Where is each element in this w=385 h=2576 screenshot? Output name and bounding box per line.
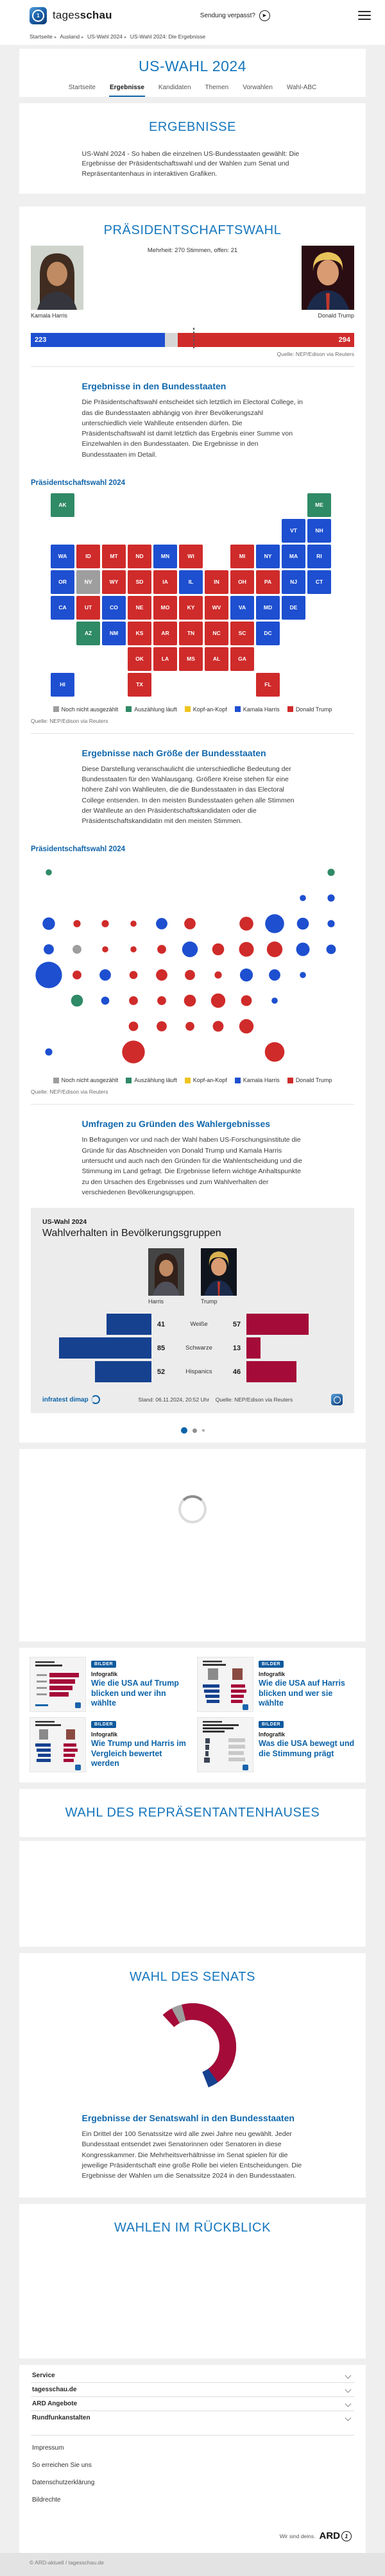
state-bubble-AZ[interactable] (71, 995, 83, 1007)
stand-note: Stand: 06.11.2024, 20:52 Uhr (138, 1396, 210, 1403)
state-bubble-GA[interactable] (239, 1019, 253, 1033)
state-tile-OH[interactable]: OH (230, 570, 254, 594)
trump-bar (246, 1314, 309, 1335)
trump-value: 13 (232, 1344, 241, 1352)
bubble-chart-title: Präsidentschaftswahl 2024 (31, 845, 126, 854)
senate-states-heading: Ergebnisse der Senatswahl in den Bundesstaaten (81, 2113, 295, 2124)
harris-photo-small (148, 1248, 184, 1296)
demographics-kicker: US-Wahl 2024 (42, 1218, 87, 1226)
harris-head (148, 1248, 184, 1305)
state-tile-RI[interactable]: RI (307, 545, 331, 568)
footer-accordion-ard-angebote[interactable]: ARD Angebote (31, 2396, 354, 2411)
carousel-dot[interactable] (193, 1428, 197, 1433)
state-bubble-ID[interactable] (73, 920, 80, 928)
teaser-thumbnail-chart (198, 1718, 253, 1772)
state-bubble-NY[interactable] (265, 915, 284, 934)
chart-row-schwarze (42, 1336, 343, 1360)
state-bubble-SD[interactable] (130, 947, 137, 953)
open-votes-bar (165, 333, 178, 347)
state-tile-MA[interactable]: MA (282, 545, 305, 568)
state-tile-DE[interactable]: DE (282, 596, 305, 620)
senate-states-text: Ein Drittel der 100 Senatssitze wird alle zwei Jahre neu gewählt. Jeder Bundesstaat entsendet zwei Senatorinnen oder Senatoren in diese Kongresskammer. Die Mehrheitsverhältnisse im Senat spielen für die jeweilige Präsidentschaft eine große Rolle bei vielen Entscheidungen. Die Ergebnisse der Wahlen um die Senatssitze 2024 in den Bundesstaaten. (81, 2130, 302, 2180)
trump-label: Trump (201, 1298, 218, 1305)
state-bubble-NE[interactable] (130, 971, 138, 979)
state-tile-CT[interactable]: CT (307, 570, 331, 594)
teaser-title[interactable]: Wie die USA auf Trump blicken und wer ihn wählte (91, 1679, 179, 1708)
legend-item: Donald Trump (287, 706, 332, 713)
breadcrumb-startseite[interactable]: Startseite (30, 33, 53, 40)
map-chart-title: Präsidentschaftswahl 2024 (31, 479, 126, 487)
us-states-map (51, 493, 334, 700)
teaser-trump-profile[interactable] (30, 1657, 188, 1712)
state-bubble-MD[interactable] (269, 970, 280, 981)
ard-branding (31, 2530, 354, 2541)
state-tile-MS[interactable]: MS (179, 647, 203, 671)
trump-head (201, 1248, 237, 1305)
state-tile-MI[interactable]: MI (230, 545, 254, 568)
legend-swatch-open (53, 706, 59, 712)
footer-accordion-service[interactable]: Service (31, 2369, 354, 2382)
map-legend (19, 701, 366, 714)
state-tile-MO[interactable]: MO (153, 596, 177, 620)
play-icon[interactable]: ▶ (259, 10, 270, 21)
harris-name: Kamala Harris (31, 312, 68, 319)
state-bubble-AR[interactable] (157, 997, 166, 1006)
harris-label: Harris (148, 1298, 164, 1305)
teaser-thumbnail (30, 1717, 86, 1772)
teaser-harris-profile[interactable] (197, 1657, 355, 1712)
footer-link-bildrechte[interactable]: Bildrechte (32, 2496, 61, 2504)
demographics-chart (42, 1312, 343, 1384)
results-intro-card (19, 103, 366, 194)
chevron-down-icon (345, 2401, 352, 2407)
size-text: Diese Darstellung veranschaulicht die unterschiedliche Bedeutung der Bundesstaaten für den Wahlausgang. Größere Kreise stehen für eine höhere Zahl von Wahlleuten, die die Bundesstaaten in das Electoral College entsenden. In den meisten Bundesstaaten gehen alle Stimmen der Wahlleute an den Präsidentschaftskandidaten oder die Präsidentschaftskandidatin mit den meisten Stimmen. (81, 765, 295, 826)
harris-photo (31, 246, 83, 310)
state-tile-MN[interactable]: MN (153, 545, 177, 568)
legend-item: Noch nicht ausgezählt (53, 1077, 119, 1083)
legend-item: Kamala Harris (235, 706, 280, 713)
state-tile-UT[interactable]: UT (76, 596, 100, 620)
review-content-placeholder (19, 2282, 366, 2359)
carousel-dot-active[interactable] (181, 1427, 187, 1434)
state-tile-NY[interactable]: NY (256, 545, 280, 568)
state-bubble-CT[interactable] (327, 945, 336, 954)
president-card (19, 207, 366, 1443)
footer-link-impressum[interactable]: Impressum (32, 2445, 64, 2452)
state-bubble-NJ[interactable] (296, 943, 310, 956)
harris-bar (107, 1314, 151, 1335)
majority-note: Mehrheit: 270 Stimmen, offen: 21 (147, 247, 238, 255)
footer-accordion-tagesschau[interactable]: tagesschau.de (31, 2382, 354, 2396)
legend-item: Kamala Harris (235, 1077, 280, 1083)
state-bubble-IN[interactable] (212, 944, 225, 956)
menu-icon[interactable] (358, 11, 371, 20)
legend-swatch-trump (287, 706, 293, 712)
house-content-placeholder (19, 1841, 366, 1947)
demographics-candidates (42, 1248, 343, 1305)
state-tile-NM[interactable]: NM (102, 622, 126, 645)
state-bubble-NM[interactable] (101, 997, 110, 1005)
chart-row-weisse (42, 1312, 343, 1336)
polls-section-intro (82, 1105, 304, 1198)
state-bubble-CA[interactable] (35, 962, 62, 988)
source-note: Quelle: NEP/Edison via Reuters (31, 1089, 108, 1096)
legend-swatch-tossup (185, 1078, 191, 1083)
state-tile-MT[interactable]: MT (102, 545, 126, 568)
state-tile-OR[interactable]: OR (51, 570, 74, 594)
teaser-thumbnail-chart (30, 1657, 85, 1711)
state-bubble-MN[interactable] (156, 919, 167, 930)
bilder-badge: BILDER (259, 1721, 284, 1728)
teaser-thumbnail-chart (30, 1718, 85, 1772)
ard-claim: Wir sind deins. (279, 2532, 316, 2539)
polls-heading: Umfragen zu Gründen des Wahlergebnisses (81, 1119, 271, 1130)
state-bubble-WA[interactable] (42, 918, 55, 930)
harris-bar (59, 1337, 152, 1359)
trump-photo-small (201, 1248, 237, 1296)
tab-themen[interactable]: Themen (205, 84, 229, 91)
state-tile-FL[interactable]: FL (256, 673, 280, 697)
senate-states-intro (82, 2099, 304, 2181)
bilder-badge: BILDER (259, 1661, 284, 1668)
state-bubble-FL[interactable] (265, 1042, 285, 1062)
page-title: US-WAHL 2024 (139, 58, 246, 74)
state-bubble-AL[interactable] (213, 1021, 224, 1032)
teaser-title[interactable]: Was die USA bewegt und die Stimmung prägt (259, 1739, 355, 1758)
category-label: Schwarze (185, 1344, 212, 1352)
state-bubble-ME[interactable] (327, 869, 334, 876)
review-heading: WAHLEN IM RÜCKBLICK (114, 2221, 271, 2235)
footer-link-datenschutz[interactable]: Datenschutzerklärung (32, 2479, 95, 2487)
sendung-verpasst-label: Sendung verpasst? (200, 12, 255, 19)
state-bubble-MT[interactable] (101, 920, 108, 928)
state-tile-SC[interactable]: SC (230, 622, 254, 645)
state-tile-IL[interactable]: IL (179, 570, 203, 594)
footer-accordion-rundfunkanstalten[interactable]: Rundfunkanstalten (31, 2411, 354, 2425)
state-tile-CA[interactable]: CA (51, 596, 74, 620)
states-section-intro (82, 367, 304, 460)
harris-bar (95, 1361, 151, 1382)
tab-ergebnisse[interactable]: Ergebnisse (109, 81, 145, 97)
category-label: Weiße (190, 1321, 208, 1328)
state-bubble-SC[interactable] (241, 996, 252, 1006)
footer-links (31, 2435, 354, 2509)
state-bubble-CO[interactable] (99, 970, 111, 981)
bubble-legend (19, 1072, 366, 1085)
trump-bar (246, 1337, 261, 1359)
legend-swatch-trump (287, 1078, 293, 1083)
state-tile-NV[interactable]: NV (76, 570, 100, 594)
demographics-card (31, 1208, 354, 1413)
harris-value: 52 (157, 1368, 166, 1376)
senate-donut (144, 1999, 241, 2095)
state-tile-VT[interactable]: VT (282, 519, 305, 543)
state-tile-WA[interactable]: WA (51, 545, 74, 568)
state-tile-HI[interactable]: HI (51, 673, 74, 697)
tab-kandidaten[interactable]: Kandidaten (158, 84, 191, 91)
teaser-card (19, 1648, 366, 1783)
legend-item: Noch nicht ausgezählt (53, 706, 119, 713)
state-tile-KS[interactable]: KS (128, 622, 151, 645)
legend-item: Auszählung läuft (126, 1077, 177, 1083)
tagesschau-mini-logo-icon (331, 1394, 343, 1405)
footer-link-kontakt[interactable]: So erreichen Sie uns (32, 2462, 92, 2470)
trump-bar (246, 1361, 296, 1382)
breadcrumb-separator: ▸ (124, 35, 127, 40)
teaser-comparison[interactable] (30, 1717, 188, 1772)
state-bubble-OK[interactable] (129, 1022, 139, 1031)
chevron-down-icon (345, 2415, 352, 2421)
state-tile-AR[interactable]: AR (153, 622, 177, 645)
state-bubble-MI[interactable] (239, 917, 253, 931)
state-tile-TN[interactable]: TN (179, 622, 203, 645)
tab-bar (19, 81, 366, 97)
state-bubble-HI[interactable] (45, 1049, 52, 1056)
president-heading: PRÄSIDENTSCHAFTSWAHL (103, 223, 282, 238)
carousel-dot[interactable] (202, 1429, 205, 1432)
senate-donut-segment-Republikaner[interactable] (147, 2001, 239, 2093)
footer (19, 2365, 366, 2553)
state-bubble-MA[interactable] (297, 918, 309, 930)
breadcrumb-uswahl[interactable]: US-Wahl 2024 (87, 33, 123, 40)
header (0, 0, 385, 31)
legend-swatch-open (53, 1078, 59, 1083)
trump-name: Donald Trump (318, 312, 354, 319)
state-tile-ID[interactable]: ID (76, 545, 100, 568)
legend-swatch-tossup (185, 706, 191, 712)
state-bubble-OH[interactable] (239, 942, 254, 957)
state-tile-WI[interactable]: WI (179, 545, 203, 568)
teaser-thumbnail (197, 1657, 253, 1712)
senate-heading: WAHL DES SENATS (129, 1970, 256, 1985)
loading-spinner (178, 1495, 207, 1523)
source-note: Quelle: NEP/Edison via Reuters (215, 1396, 293, 1403)
state-tile-OK[interactable]: OK (128, 647, 151, 671)
sendung-verpasst-link[interactable] (200, 10, 270, 21)
state-tile-NJ[interactable]: NJ (282, 570, 305, 594)
state-bubble-NH[interactable] (327, 895, 334, 902)
state-bubble-LA[interactable] (157, 1022, 167, 1032)
house-heading: WAHL DES REPRÄSENTANTENHAUSES (65, 1806, 320, 1820)
trump-photo (302, 246, 354, 310)
chart-row-hispanics (42, 1360, 343, 1384)
legend-swatch-counting (126, 1078, 132, 1083)
state-tile-TX[interactable]: TX (128, 673, 151, 697)
senate-card (19, 1953, 366, 2198)
states-heading: Ergebnisse in den Bundesstaaten (81, 381, 227, 392)
harris-value: 41 (157, 1320, 166, 1328)
hero-card (19, 49, 366, 97)
harris-value: 85 (157, 1344, 166, 1352)
state-tile-IN[interactable]: IN (205, 570, 228, 594)
tab-startseite[interactable]: Startseite (68, 84, 96, 91)
state-tile-WV[interactable]: WV (205, 596, 228, 620)
bilder-badge: BILDER (91, 1661, 116, 1668)
infratest-ring-icon (91, 1395, 100, 1404)
legend-swatch-harris (235, 1078, 241, 1083)
source-note: Quelle: NEP/Edison via Reuters (277, 351, 354, 358)
state-tile-NH[interactable]: NH (307, 519, 331, 543)
state-bubble-OR[interactable] (44, 945, 54, 955)
state-tile-GA[interactable]: GA (230, 647, 254, 671)
tab-vorwahlen[interactable]: Vorwahlen (243, 84, 273, 91)
legend-item: Auszählung läuft (126, 706, 177, 713)
state-bubble-WI[interactable] (184, 919, 196, 930)
harris-votes-bar[interactable]: 223 (31, 333, 165, 347)
breadcrumb-current[interactable]: US-Wahl 2024: Die Ergebnisse (130, 33, 206, 40)
breadcrumb-ausland[interactable]: Ausland (60, 33, 80, 40)
harris-figure (31, 246, 83, 319)
infratest-dimap-logo: infratest dimap (42, 1395, 100, 1404)
teaser-thumbnail (197, 1717, 253, 1772)
state-bubble-MS[interactable] (185, 1022, 194, 1031)
demographics-footer (42, 1394, 343, 1405)
trump-figure (302, 246, 354, 319)
state-bubble-KS[interactable] (129, 997, 138, 1006)
teaser-kicker: Infografik (91, 1731, 118, 1738)
state-tile-DC[interactable]: DC (256, 622, 280, 645)
carousel-dots (19, 1422, 366, 1443)
trump-value: 57 (232, 1320, 241, 1328)
chevron-down-icon (345, 2387, 352, 2393)
state-bubble-NC[interactable] (211, 994, 225, 1008)
state-tile-PA[interactable]: PA (256, 570, 280, 594)
state-tile-ND[interactable]: ND (128, 545, 151, 568)
teaser-thumbnail (30, 1657, 86, 1712)
legend-item: Kopf-an-Kopf (185, 1077, 227, 1083)
state-bubble-ND[interactable] (130, 921, 137, 928)
state-bubble-RI[interactable] (327, 920, 334, 928)
ard-logo: ARD 1 (320, 2530, 352, 2541)
house-card (19, 1789, 366, 1837)
category-label: Hispanics (185, 1368, 212, 1376)
legend-item: Donald Trump (287, 1077, 332, 1083)
tagesschau-logo-icon[interactable]: 1 (30, 7, 47, 24)
state-bubble-UT[interactable] (73, 971, 81, 980)
ard-one-icon: 1 (341, 2530, 353, 2542)
electoral-bar (31, 328, 354, 347)
state-tile-AZ[interactable]: AZ (76, 622, 100, 645)
state-tile-WY[interactable]: WY (102, 570, 126, 594)
state-bubble-TN[interactable] (184, 995, 196, 1007)
state-bubble-AK[interactable] (46, 870, 52, 876)
state-tile-NC[interactable]: NC (205, 622, 228, 645)
state-tile-ME[interactable]: ME (307, 493, 331, 517)
state-bubble-DC[interactable] (271, 998, 278, 1004)
state-tile-VA[interactable]: VA (230, 596, 254, 620)
results-heading: ERGEBNISSE (148, 120, 237, 134)
copyright-bar: © ARD-aktuell / tagesschau.de (0, 2553, 385, 2576)
state-bubble-VT[interactable] (300, 895, 306, 902)
tagesschau-wordmark[interactable]: tagesschau (53, 9, 112, 21)
teaser-kicker: Infografik (91, 1671, 118, 1678)
state-bubble-KY[interactable] (185, 970, 195, 981)
source-note: Quelle: NEP/Edison via Reuters (31, 717, 108, 724)
breadcrumb-separator: ▸ (54, 35, 57, 40)
state-bubble-IL[interactable] (182, 942, 198, 957)
legend-swatch-counting (126, 706, 132, 712)
demographics-title: Wahlverhalten in Bevölkerungsgruppen (42, 1228, 221, 1239)
state-bubble-PA[interactable] (267, 942, 282, 957)
state-bubble-IA[interactable] (157, 945, 166, 954)
state-bubble-TX[interactable] (122, 1041, 144, 1063)
state-tile-NE[interactable]: NE (128, 596, 151, 620)
teaser-stimmung[interactable] (197, 1717, 355, 1772)
size-section-intro (82, 734, 304, 827)
teaser-thumbnail-chart (198, 1657, 253, 1711)
breadcrumb-separator: ▸ (81, 35, 84, 40)
state-bubble-NV[interactable] (73, 945, 81, 954)
candidates-row (19, 246, 366, 319)
state-tile-SD[interactable]: SD (128, 570, 151, 594)
senate-seats-chart (19, 1992, 366, 2099)
breadcrumb (0, 31, 385, 45)
teaser-title[interactable]: Wie Trump und Harris im Vergleich bewertet werden (91, 1739, 186, 1768)
teaser-kicker: Infografik (259, 1731, 286, 1738)
state-bubble-MO[interactable] (156, 970, 167, 981)
legend-item: Kopf-an-Kopf (185, 706, 227, 713)
majority-marker (193, 328, 194, 348)
size-heading: Ergebnisse nach Größe der Bundesstaaten (81, 747, 266, 758)
state-tile-LA[interactable]: LA (153, 647, 177, 671)
us-states-bubble-chart (32, 857, 353, 1069)
loading-card (19, 1449, 366, 1641)
polls-text: In Befragungen vor und nach der Wahl haben US-Forschungsinstitute die Gründe für das Abschneiden von Donald Trump und Kamala Harris untersucht und auch nach den Gründen für die Wahlentscheidung und die Stimmung im Land gefragt. Die Ergebnisse liefern wichtige Anhaltspunkte zu den Ursachen des Ergebnisses und zum Wahlverhalten der verschiedenen Bevölkerungsgruppen. (81, 1136, 302, 1196)
results-intro-text: US-Wahl 2024 - So haben die einzelnen US-Bundesstaaten gewählt: Die Ergebnisse der Präsidentschaftswahl und der Wahlen zum Senat und Repräsentantenhaus in interaktiven Grafiken. (81, 149, 300, 178)
state-bubble-VA[interactable] (240, 969, 253, 981)
bilder-badge: BILDER (91, 1721, 116, 1728)
chevron-down-icon (345, 2373, 352, 2379)
state-tile-AK[interactable]: AK (51, 493, 74, 517)
state-tile-AL[interactable]: AL (205, 647, 228, 671)
trump-votes-bar[interactable]: 294 (178, 333, 354, 347)
states-text: Die Präsidentschaftswahl entscheidet sich letztlich im Electoral College, in das die Bundesstaaten abhängig von ihrer Bevölkerungszahl unterschiedlich viele Wahlleute entsenden dürfen. Die Präsidentschaftswahl ist damit letztlich das Ergebnis einer Summe von Einzelwahlen in den Bundesstaaten. Die Ergebnisse in den Bundesstaaten im Detail. (81, 398, 303, 459)
state-bubble-WV[interactable] (214, 972, 221, 979)
state-tile-KY[interactable]: KY (179, 596, 203, 620)
review-card (19, 2204, 366, 2282)
state-tile-MD[interactable]: MD (256, 596, 280, 620)
legend-swatch-harris (235, 706, 241, 712)
state-tile-CO[interactable]: CO (102, 596, 126, 620)
trump-value: 46 (232, 1368, 241, 1376)
state-tile-IA[interactable]: IA (153, 570, 177, 594)
state-bubble-WY[interactable] (102, 947, 108, 953)
teaser-title[interactable]: Wie die USA auf Harris blicken und wer sie wählte (259, 1679, 345, 1708)
tab-wahl-abc[interactable]: Wahl-ABC (286, 84, 317, 91)
state-bubble-DE[interactable] (300, 972, 306, 979)
teaser-kicker: Infografik (259, 1671, 286, 1678)
